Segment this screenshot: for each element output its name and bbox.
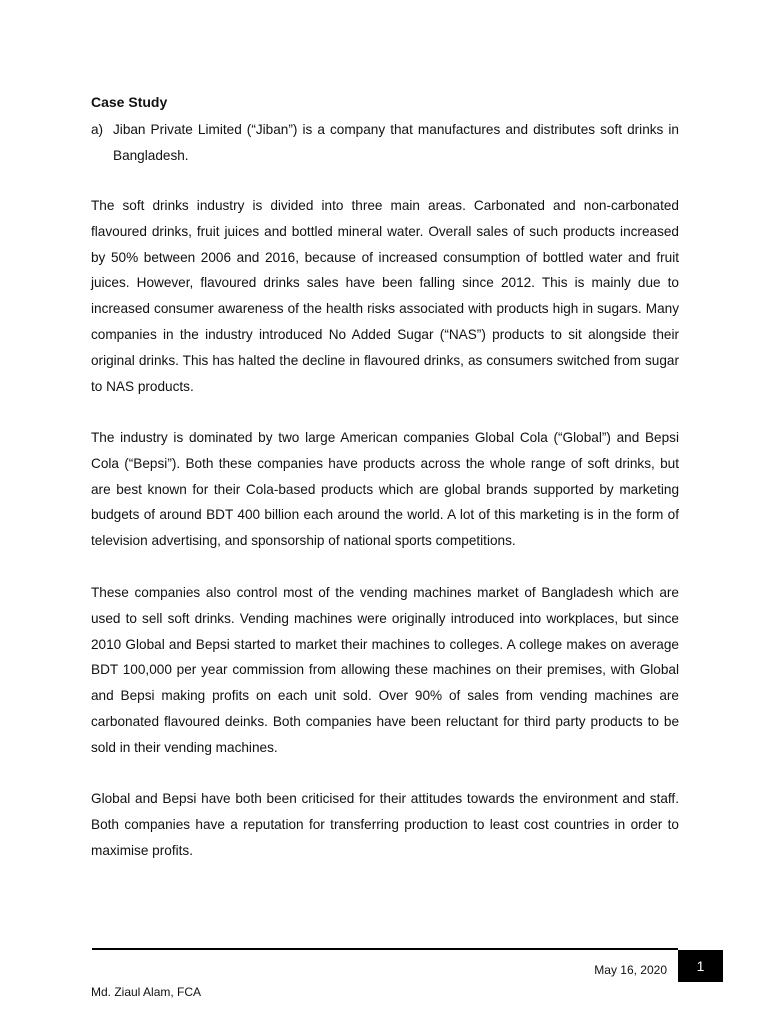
list-marker: a) bbox=[91, 122, 104, 137]
list-item-a bbox=[91, 117, 679, 169]
list-item-text: Jiban Private Limited (“Jiban”) is a company that manufactures and distributes soft drinks in Bangladesh. bbox=[113, 122, 679, 163]
page-number-badge: 1 bbox=[678, 950, 723, 982]
case-study-heading: Case Study bbox=[91, 94, 168, 110]
paragraph-vending-machines: These companies also control most of the vending machines market of Bangladesh which are used to sell soft drinks. Vending machines were originally introduced into workplaces, but since 2010 Global and Bepsi started to market their machines to colleges. A college makes on average BDT 100,000 per year commission from allowing these machines on their premises, with Global and Bepsi making profits on each unit sold. Over 90% of sales from vending machines are carbonated flavoured deinks. Both companies have been reluctant for third party products to be sold in their vending machines. bbox=[91, 585, 679, 755]
paragraph-industry-overview: The soft drinks industry is divided into three main areas. Carbonated and non-carbonated flavoured drinks, fruit juices and bottled mineral water. Overall sales of such products increased by 50% between 2006 and 2016, because of increased consumption of bottled water and fruit juices. However, flavoured drinks sales have been falling since 2012. This is mainly due to increased consumer awareness of the health risks associated with products high in sugars. Many companies in the industry introduced No Added Sugar (“NAS”) products to sit alongside their original drinks. This has halted the decline in flavoured drinks, as consumers switched from sugar to NAS products. bbox=[91, 198, 679, 394]
footer-divider bbox=[92, 948, 678, 950]
paragraph-criticism: Global and Bepsi have both been criticised for their attitudes towards the environment and staff. Both companies have a reputation for transferring production to least cost countries in order to maximise profits. bbox=[91, 791, 679, 858]
footer-author: Md. Ziaul Alam, FCA bbox=[91, 985, 202, 999]
paragraph-industry-dominance: The industry is dominated by two large American companies Global Cola (“Global”) and Bepsi Cola (“Bepsi”). Both these companies have products across the whole range of soft drinks, but are best known for their Cola-based products which are global brands supported by marketing budgets of around BDT 400 billion each around the world. A lot of this marketing is in the form of television advertising, and sponsorship of national sports competitions. bbox=[91, 430, 679, 549]
footer-date: May 16, 2020 bbox=[594, 963, 667, 977]
